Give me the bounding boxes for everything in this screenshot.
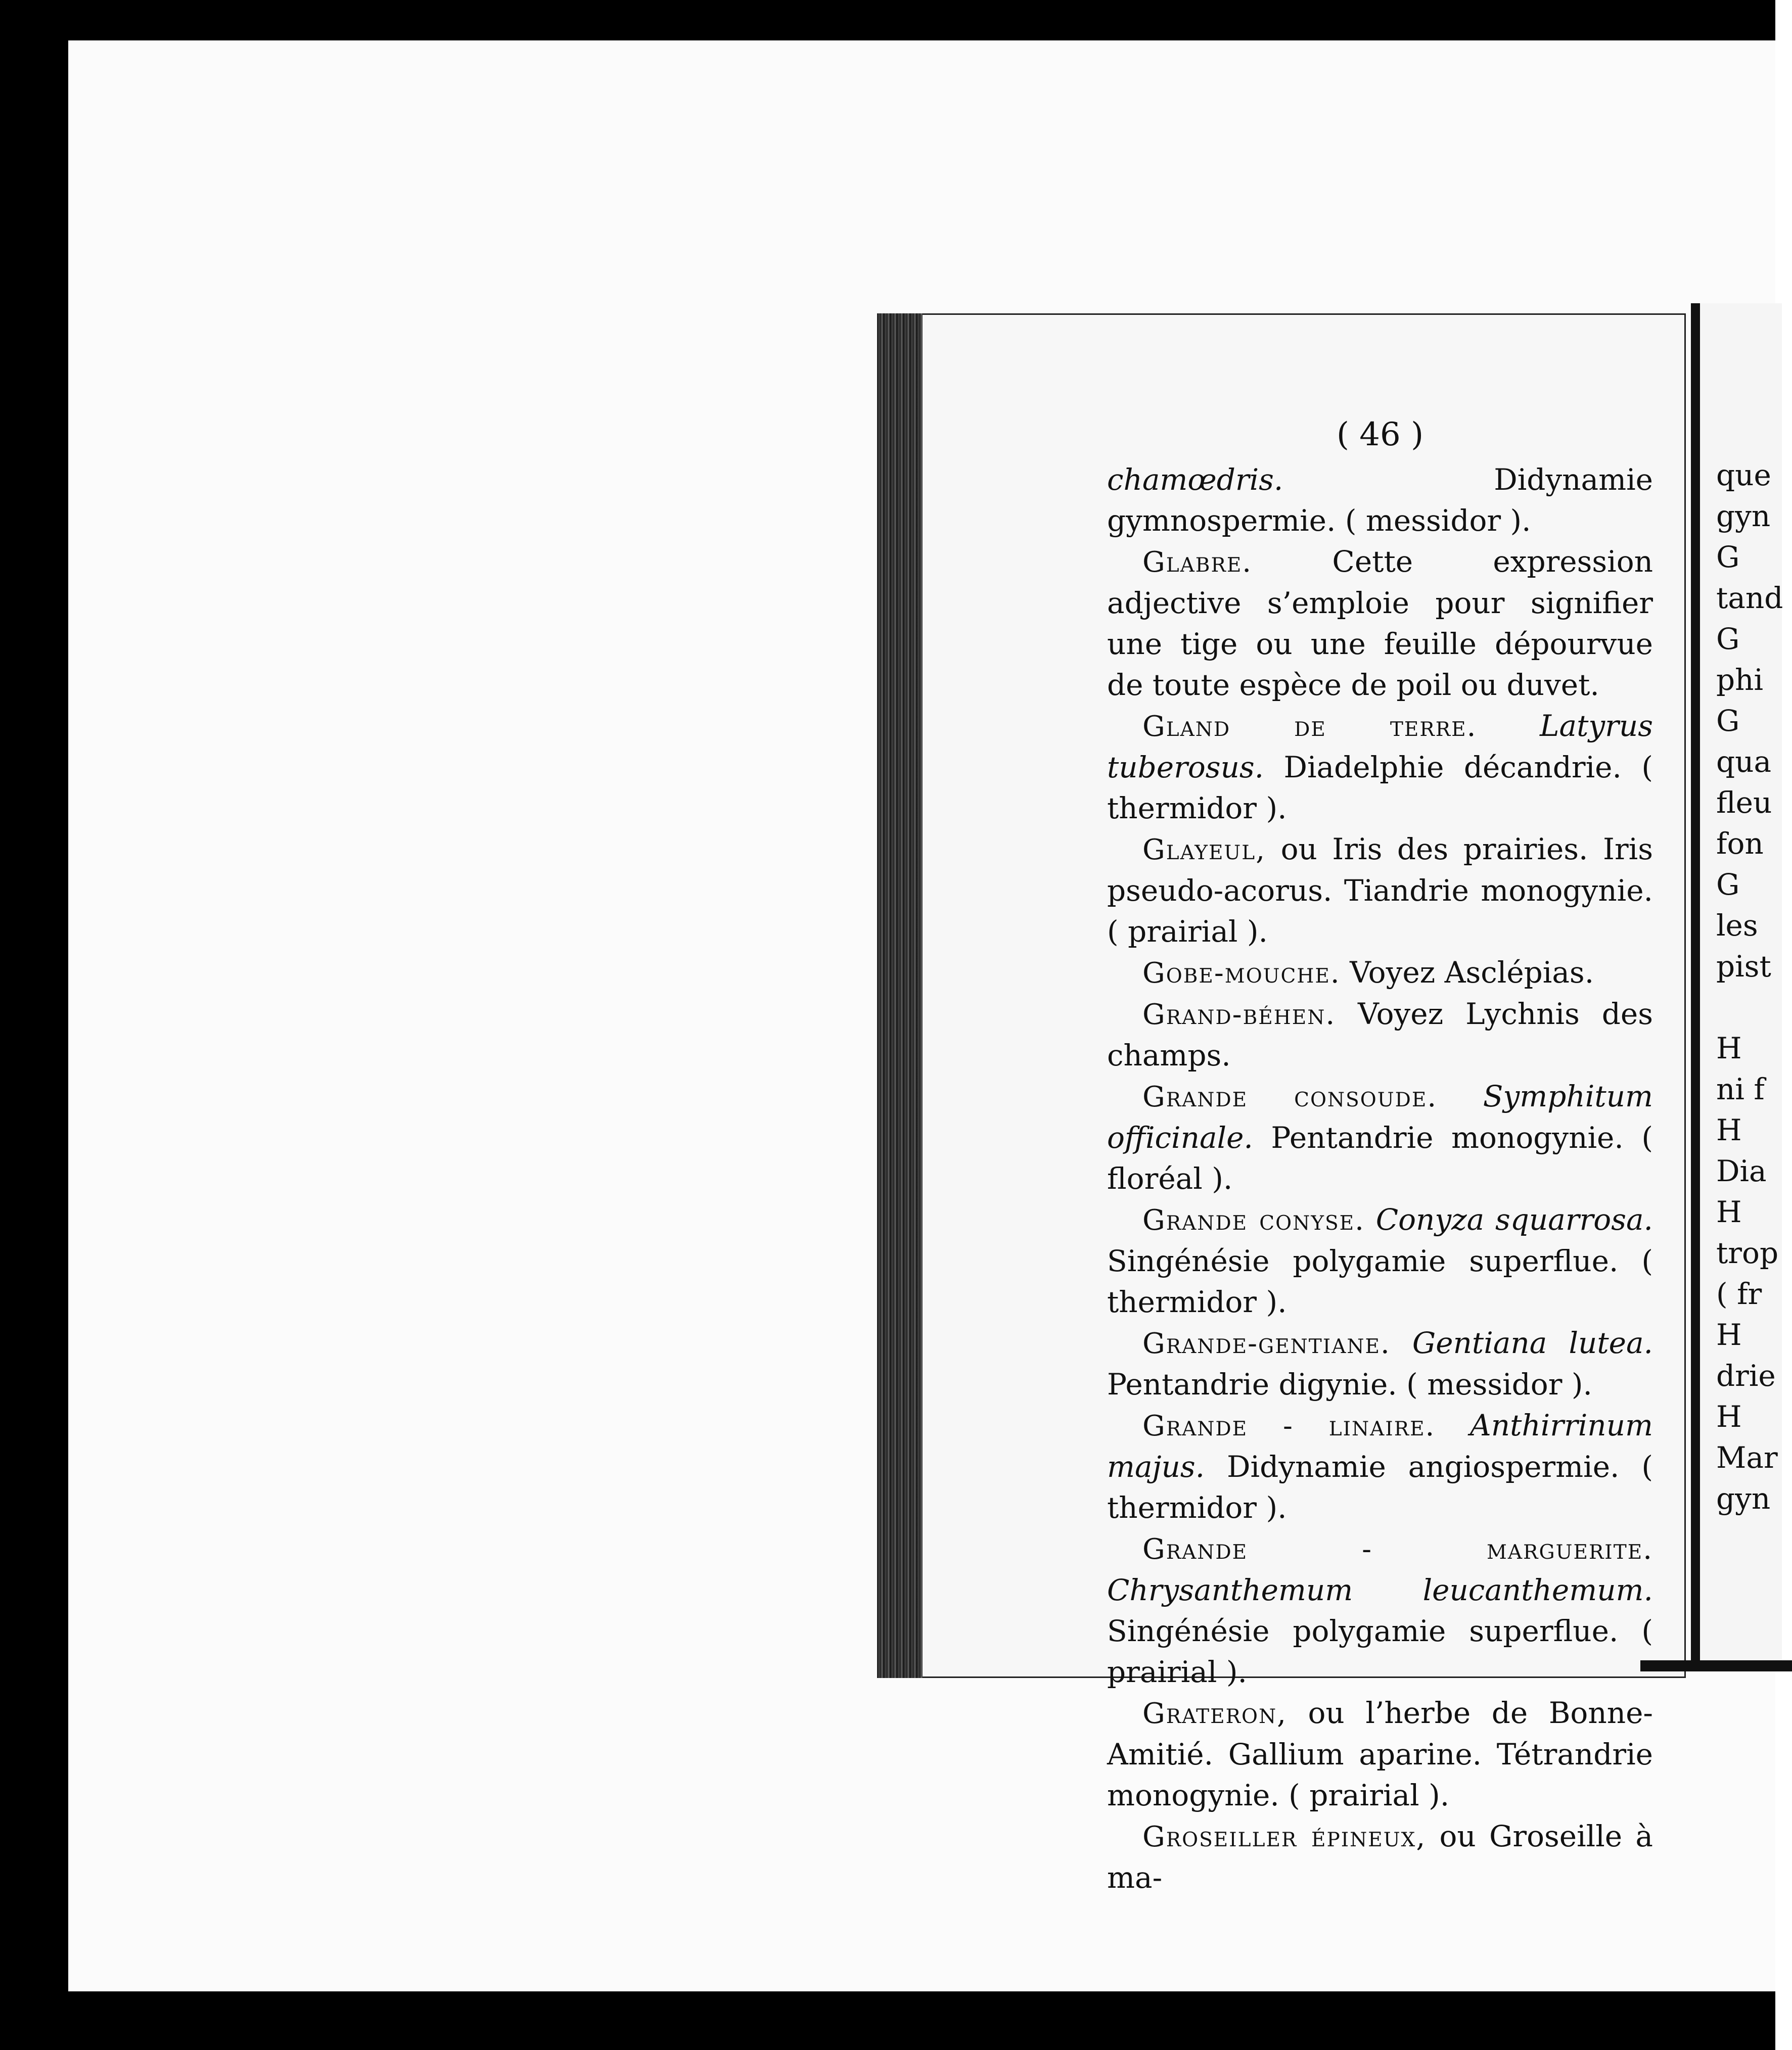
entry-head: Grateron,: [1142, 1697, 1287, 1730]
entry-5: [1107, 994, 1653, 1076]
entry-9: [1107, 1405, 1653, 1528]
entry-latin: chamœdris.: [1107, 462, 1283, 497]
right-fragment: gyn: [1716, 499, 1771, 533]
entry-head: Grande-gentiane.: [1142, 1327, 1391, 1360]
entry-latin: Anthirrinum majus.: [1107, 1408, 1653, 1484]
entry-latin: Chrysanthemum leucanthemum.: [1107, 1573, 1653, 1607]
entry-12: [1107, 1816, 1653, 1898]
entry-head: Grande conyse.: [1142, 1204, 1365, 1237]
entry-text: Singénésie polygamie superflue. ( prairial ).: [1107, 1614, 1653, 1689]
entry-head: Gobe-mouche.: [1142, 957, 1341, 990]
right-fragment: tand: [1716, 581, 1783, 615]
entry-latin: ou Iris des prairies. Iris pseudo-acorus.: [1107, 832, 1653, 908]
right-fragment: [1716, 987, 1787, 1028]
entry-head: Glabre.: [1142, 546, 1253, 579]
page-number: ( 46 ): [1336, 416, 1424, 453]
entry-head: Groseiller épineux,: [1142, 1821, 1427, 1853]
spine-edge: [1640, 1660, 1792, 1671]
entry-text: Didynamie angiospermie. ( thermidor ).: [1107, 1450, 1653, 1525]
entry-latin: Voyez Lychnis des champs.: [1107, 997, 1653, 1073]
entry-4: [1107, 952, 1653, 994]
entry-text: Didynamie gymnospermie. ( messidor ).: [1107, 462, 1653, 538]
right-fragment: Mar: [1716, 1440, 1778, 1475]
right-fragment: G: [1716, 540, 1740, 574]
right-fragment: ni f: [1716, 1072, 1765, 1106]
entry-latin: Conyza squarrosa.: [1364, 1202, 1653, 1237]
entry-text: Tiandrie monogynie. ( prairial ).: [1107, 873, 1653, 949]
right-page-text: [1716, 455, 1787, 1519]
right-fragment: drie: [1716, 1359, 1776, 1393]
right-fragment: G: [1716, 622, 1740, 656]
entry-head: Glayeul,: [1142, 833, 1266, 866]
right-fragment: H: [1716, 1113, 1742, 1147]
entry-6: [1107, 1076, 1653, 1199]
entry-latin: Voyez Asclépias.: [1340, 955, 1594, 990]
entry-latin: ou l’herbe de Bonne-Amitié. Gallium aparine.: [1107, 1696, 1653, 1772]
entry-0: [1107, 459, 1653, 541]
entry-head: Grande - marguerite.: [1142, 1533, 1653, 1566]
right-fragment: G: [1716, 867, 1740, 902]
entry-text: ou Groseille à ma-: [1107, 1819, 1653, 1895]
right-fragment: qua: [1716, 744, 1772, 779]
scan-border-left: [0, 0, 68, 2050]
entry-text: Pentandrie digynie. ( messidor ).: [1107, 1367, 1592, 1402]
right-fragment: phi: [1716, 663, 1764, 697]
scan-border-bottom: [0, 1991, 1775, 2050]
entry-text: Diadelphie décandrie. ( thermidor ).: [1107, 750, 1653, 825]
entry-head: Grand-béhen.: [1142, 998, 1336, 1031]
entry-latin: Latyrus tuberosus.: [1107, 709, 1653, 784]
right-fragment: pist: [1716, 949, 1771, 984]
right-fragment: H: [1716, 1031, 1742, 1065]
entry-3: [1107, 829, 1653, 952]
entry-text: Tétrandrie monogynie. ( prairial ).: [1107, 1737, 1653, 1812]
entry-10: [1107, 1528, 1653, 1693]
right-fragment: Dia: [1716, 1154, 1767, 1188]
right-fragment: fon: [1716, 826, 1764, 861]
right-fragment: H: [1716, 1318, 1742, 1352]
entry-text: Singénésie polygamie superflue. ( thermidor ).: [1107, 1244, 1653, 1319]
entry-8: [1107, 1323, 1653, 1405]
left-page-text: [1107, 414, 1653, 1898]
entry-latin: Symphitum officinale.: [1107, 1079, 1653, 1155]
entry-text: Cette expression adjective s’emploie pour signifier une tige ou une feuille dépourvue de toute espèce de poil ou duvet.: [1107, 544, 1653, 702]
right-fragment: G: [1716, 704, 1740, 738]
entry-latin: Gentiana lutea.: [1390, 1326, 1653, 1360]
right-fragment: que: [1716, 458, 1771, 492]
right-fragment: trop: [1716, 1236, 1779, 1270]
right-fragment: ( fr: [1716, 1277, 1762, 1311]
right-fragment: les: [1716, 908, 1758, 943]
page-edge-shadow: [877, 313, 923, 1678]
entry-head: Grande consoude.: [1142, 1081, 1438, 1113]
entry-2: [1107, 706, 1653, 829]
right-fragment: H: [1716, 1195, 1742, 1229]
right-fragment: H: [1716, 1400, 1742, 1434]
right-fragment: gyn: [1716, 1481, 1771, 1516]
entry-11: [1107, 1693, 1653, 1816]
entry-7: [1107, 1199, 1653, 1323]
entry-text: Pentandrie monogynie. ( floréal ).: [1107, 1121, 1653, 1196]
entry-head: Gland de terre.: [1142, 710, 1477, 743]
entry-head: Grande - linaire.: [1142, 1410, 1436, 1442]
entry-1: [1107, 541, 1653, 706]
scan-border-top: [0, 0, 1775, 40]
right-fragment: fleu: [1716, 785, 1772, 820]
